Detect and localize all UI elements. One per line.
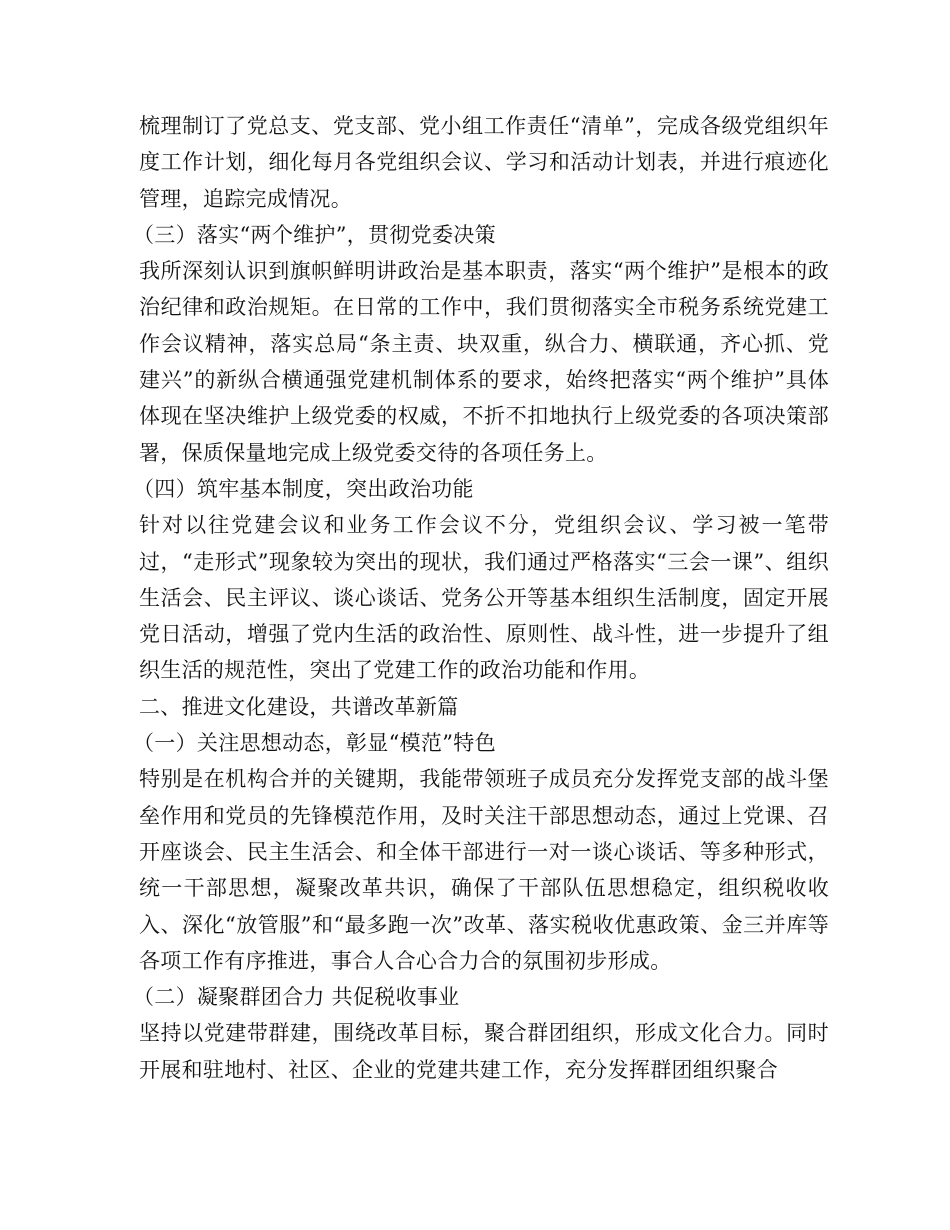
body-paragraph: 特别是在机构合并的关键期，我能带领班子成员充分发挥党支部的战斗堡垒作用和党员的先锋模范作用，及时关注干部思想动态，通过上党课、召开座谈会、民主生活会、和全体干部进行一对一谈心谈话、等多种形式，统一干部思想，凝聚改革共识，确保了干部队伍思想稳定，组织税收收入、深化“放管服”和“最多跑一次”改革、落实税收优惠政策、金三并库等各项工作有序推进，事合人合心合力合的氛围初步形成。 bbox=[139, 767, 829, 973]
section-heading: （一）关注思想动态，彰显“模范”特色 bbox=[133, 731, 496, 756]
body-paragraph: 梳理制订了党总支、党支部、党小组工作责任“清单”，完成各级党组织年度工作计划，细化每月各党组织会议、学习和活动计划表，并进行痕迹化管理，追踪完成情况。 bbox=[139, 114, 829, 211]
section-heading: （二）凝聚群团合力 共促税收事业 bbox=[133, 985, 460, 1010]
body-paragraph: 坚持以党建带群建，围绕改革目标，聚合群团组织，形成文化合力。同时开展和驻地村、社区、企业的党建共建工作，充分发挥群团组织聚合 bbox=[139, 1021, 829, 1082]
body-paragraph: 我所深刻认识到旗帜鲜明讲政治是基本职责，落实“两个维护”是根本的政治纪律和政治规矩。在日常的工作中，我们贯彻落实全市税务系统党建工作会议精神，落实总局“条主责、块双重，纵合力、横联通，齐心抓、党建兴”的新纵合横通强党建机制体系的要求，始终把落实“两个维护”具体体现在坚决维护上级党委的权威，不折不扣地执行上级党委的各项决策部署，保质保量地完成上级党委交待的各项任务上。 bbox=[139, 259, 829, 465]
chapter-heading: 二、推进文化建设，共谱改革新篇 bbox=[139, 694, 459, 719]
section-heading: （三）落实“两个维护”，贯彻党委决策 bbox=[133, 222, 496, 247]
section-heading: （四）筑牢基本制度，突出政治功能 bbox=[133, 476, 474, 501]
document-body bbox=[133, 108, 829, 1088]
body-paragraph: 针对以往党建会议和业务工作会议不分，党组织会议、学习被一笔带过，“走形式”现象较为突出的现状，我们通过严格落实“三会一课”、组织生活会、民主评议、谈心谈话、党务公开等基本组织生活制度，固定开展党日活动，增强了党内生活的政治性、原则性、战斗性，进一步提升了组织生活的规范性，突出了党建工作的政治功能和作用。 bbox=[139, 513, 829, 683]
